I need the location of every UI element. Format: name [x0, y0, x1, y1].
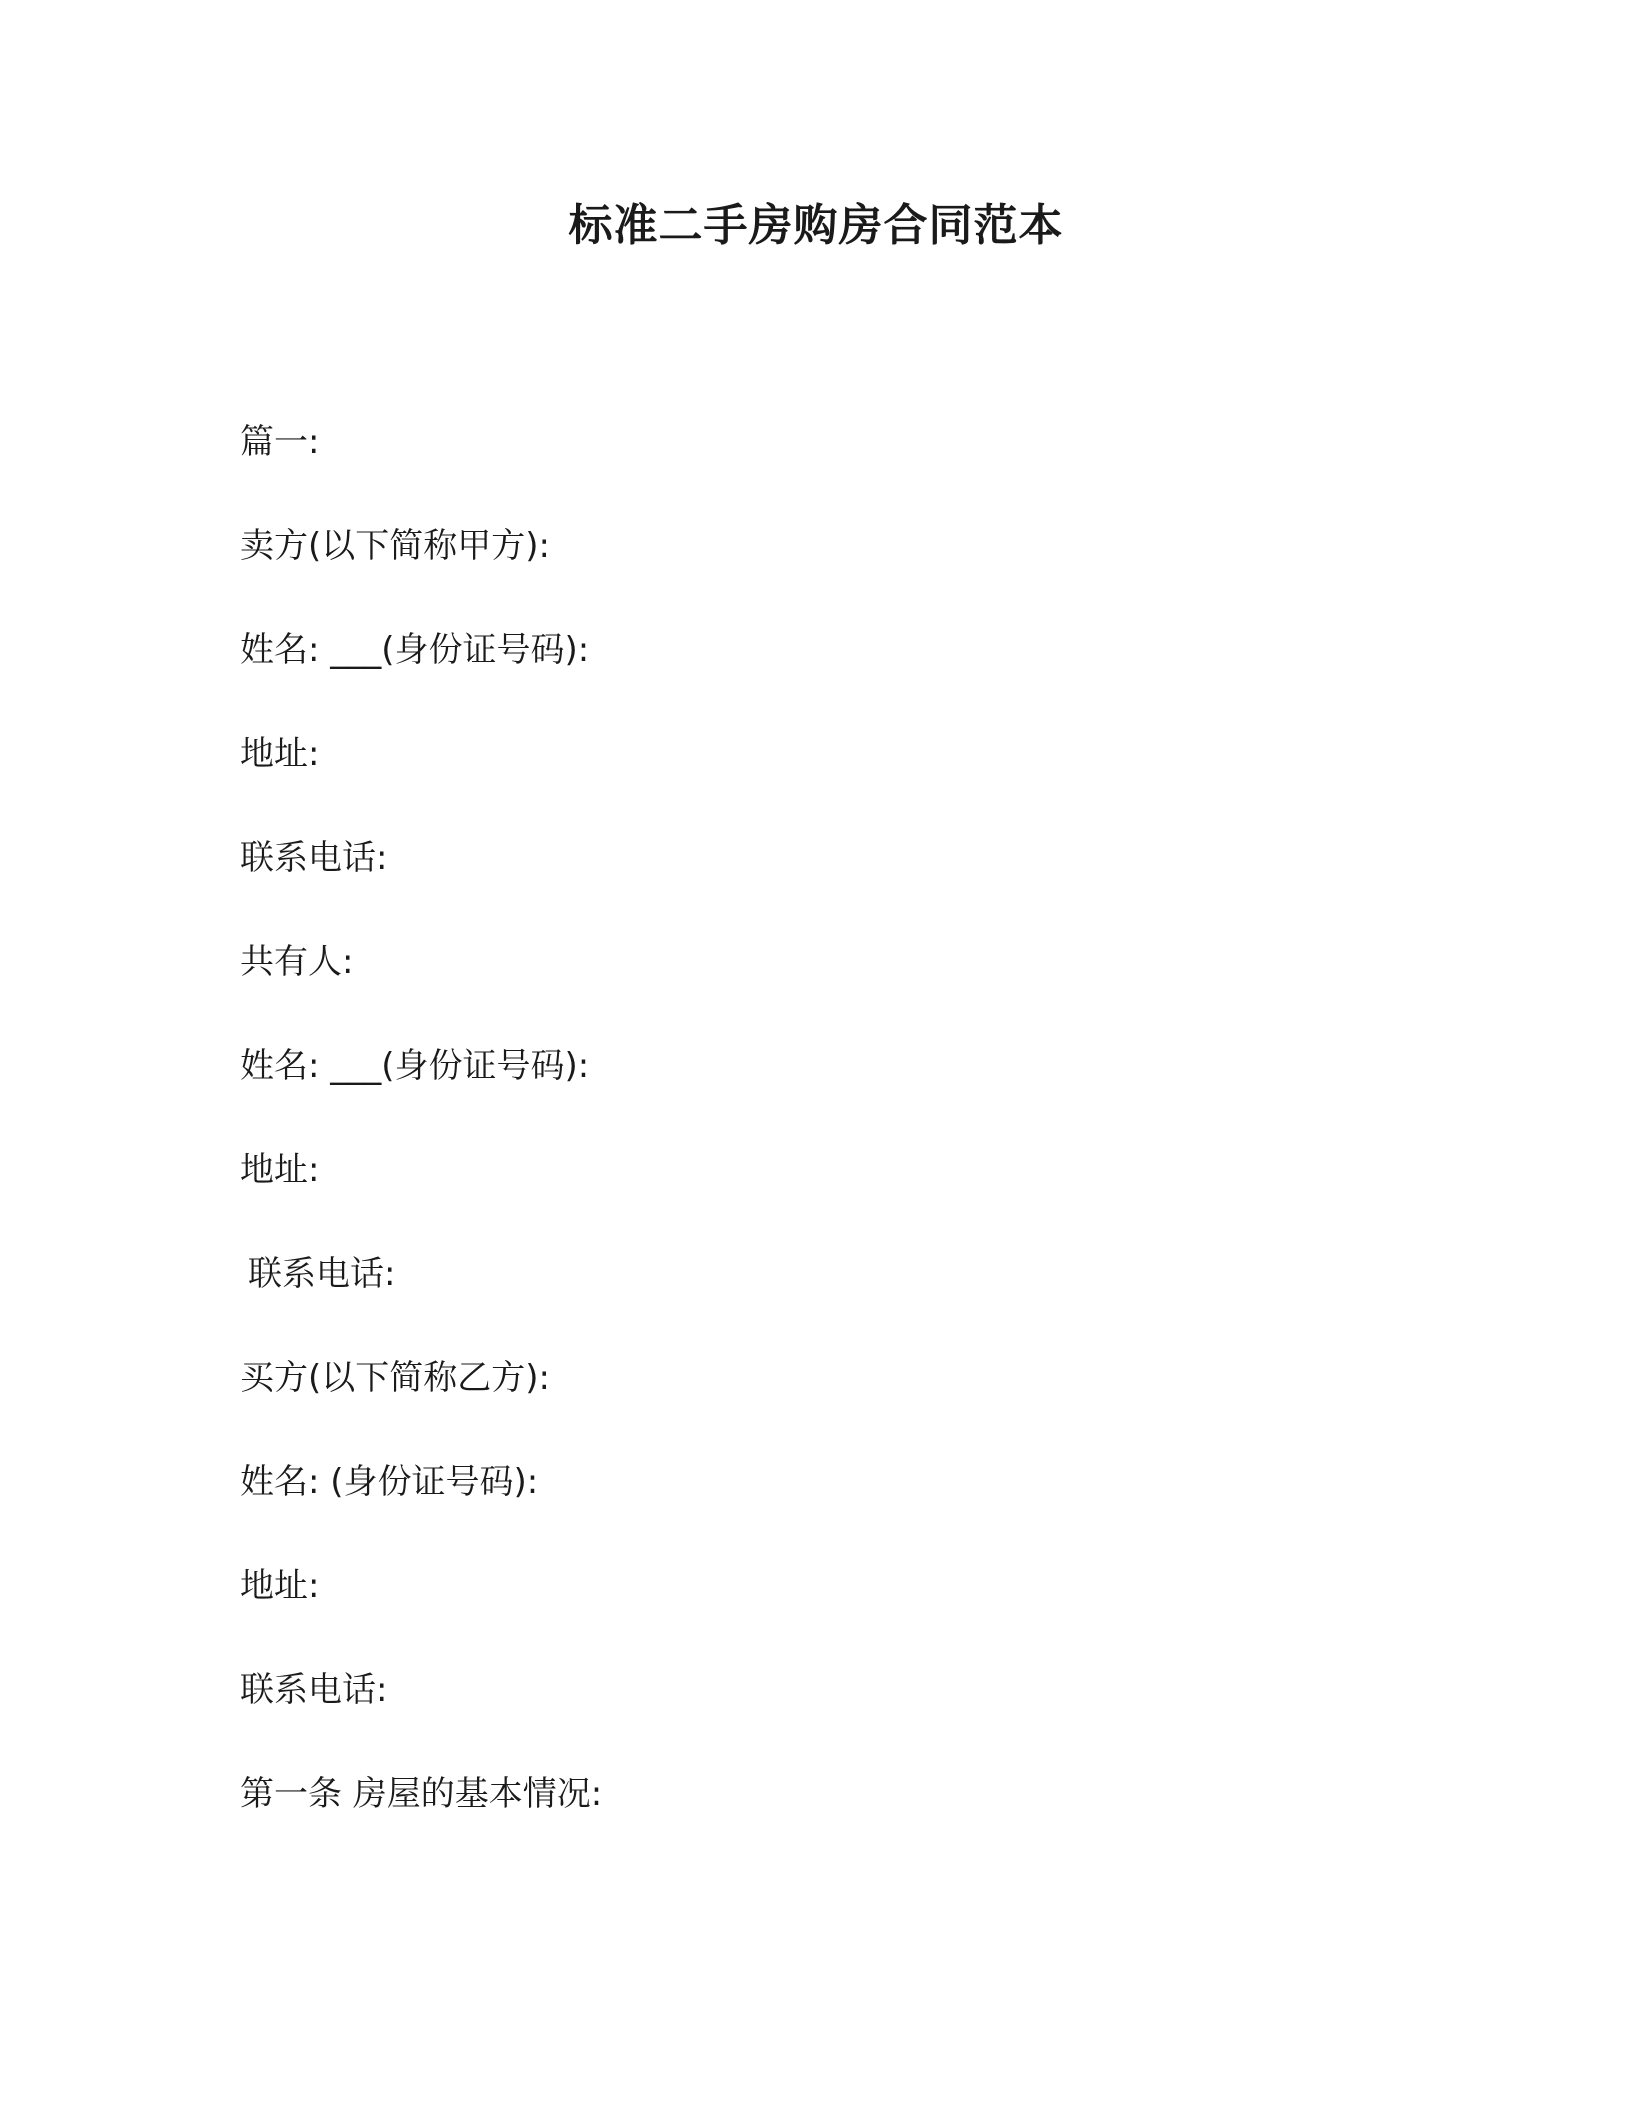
document-title: 标准二手房购房合同范本 [568, 200, 1064, 251]
document-body [240, 418, 1390, 1874]
co-owner-address-field: 地址: [240, 1150, 320, 1190]
seller-address-field: 地址: [240, 734, 320, 774]
buyer-address-field: 地址: [240, 1566, 320, 1606]
seller-phone-field: 联系电话: [240, 838, 388, 878]
co-owner-label: 共有人: [240, 942, 354, 982]
co-owner-phone-field: 联系电话: [248, 1254, 396, 1294]
co-owner-name-id-field: 姓名: ___(身份证号码): [240, 1046, 590, 1086]
seller-label: 卖方(以下简称甲方): [240, 526, 550, 566]
buyer-name-id-field: 姓名: (身份证号码): [240, 1462, 539, 1502]
buyer-label: 买方(以下简称乙方): [240, 1358, 550, 1398]
seller-name-id-field: 姓名: ___(身份证号码): [240, 630, 590, 670]
article-one-heading: 第一条 房屋的基本情况: [240, 1774, 603, 1814]
section-heading: 篇一: [240, 422, 320, 462]
buyer-phone-field: 联系电话: [240, 1670, 388, 1710]
